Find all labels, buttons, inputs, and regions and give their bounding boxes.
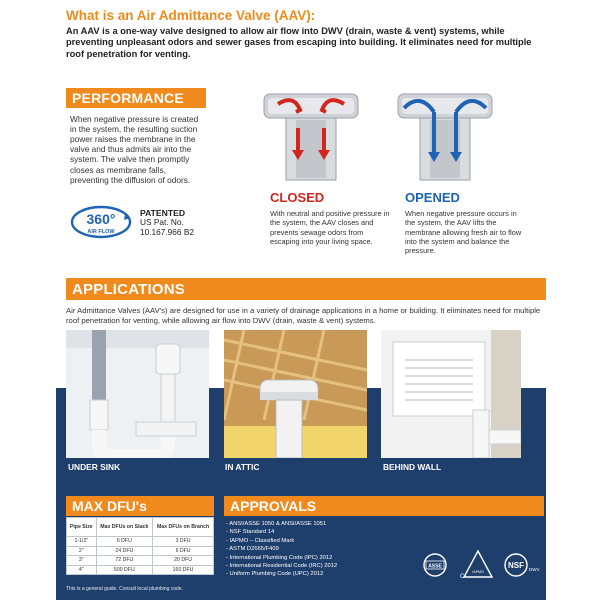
column-header: Max DFUs on Branch — [153, 518, 214, 537]
page-title: What is an Air Admittance Valve (AAV): — [66, 8, 316, 23]
in-attic-photo — [224, 330, 367, 458]
opened-title: OPENED — [405, 190, 460, 205]
svg-text:C: C — [460, 574, 465, 580]
table-cell: 4" — [67, 565, 97, 575]
closed-description: With neutral and positive pressure in the system, the AAV closes and prevents sewage odors from escaping into your living space. — [270, 209, 390, 246]
list-item: - ASTM D2665/F409 — [226, 546, 279, 553]
column-header: Pipe Size — [67, 518, 97, 537]
svg-text:DWV: DWV — [529, 567, 540, 572]
max-dfu-heading: MAX DFU's — [66, 496, 214, 516]
max-dfu-table — [66, 517, 214, 575]
patent-block — [140, 208, 194, 238]
badge-text: AIR FLOW — [87, 229, 115, 235]
table-cell: 20 DFU — [153, 556, 214, 566]
behind-wall-photo — [381, 330, 521, 458]
table-cell: 500 DFU — [96, 565, 153, 575]
list-item: - International Plumbing Code (IPC) 2012 — [226, 554, 333, 561]
table-row — [67, 537, 214, 547]
dfu-note: This is a general guide. Consult local plumbing code. — [66, 586, 184, 592]
approvals-list — [226, 520, 436, 579]
iapmo-logo-icon — [460, 551, 492, 580]
under-sink-photo — [66, 330, 209, 458]
list-item: - IAPMO – Classified Mark — [226, 537, 295, 544]
column-header: Max DFUs on Stack — [96, 518, 153, 537]
patent-heading: PATENTED — [140, 208, 186, 218]
patent-line-2: 10.167.966 B2 — [140, 227, 194, 238]
svg-text:IAPMO: IAPMO — [472, 570, 484, 574]
svg-text:ASSE: ASSE — [428, 563, 442, 570]
table-row — [67, 556, 214, 566]
list-item: - International Residential Code (IRC) 2012 — [226, 562, 338, 569]
table-cell: 3" — [67, 556, 97, 566]
svg-text:NSF: NSF — [508, 561, 524, 570]
photo-label-under-sink: UNDER SINK — [68, 462, 121, 472]
patent-line-1: US Pat. No. — [140, 217, 184, 228]
list-item: - NSF Standard 14 — [226, 529, 275, 536]
table-row — [67, 546, 214, 556]
closed-title: CLOSED — [270, 190, 325, 205]
opened-description: When negative pressure occurs in the system, the AAV lifts the membrane allowing fresh air to flow into the system and balance the pressure. — [405, 209, 522, 256]
list-item: - Uniform Plumbing Code (UPC) 2012 — [226, 571, 324, 578]
applications-text: Air Admittance Valves (AAV's) are designed for use in a variety of drainage applications in a home or building. It eliminates need for multiple roof penetration for venting, while allowing air flow into DWV (drain, waste & vent) systems. — [66, 306, 541, 325]
airflow-360-icon — [70, 204, 132, 240]
table-cell: 72 DFU — [96, 556, 153, 566]
valve-opened-illustration — [390, 90, 500, 182]
nsf-logo-icon — [505, 554, 540, 576]
photo-label-in-attic: IN ATTIC — [225, 462, 260, 472]
intro-text: An AAV is a one-way valve designed to allow air flow into DWV (drain, waste & vent) systems, while preventing unpleasant odors and sewer gases from escaping into building. It eliminates need for multiple roof penetration for venting. — [66, 26, 532, 59]
table-cell: 160 DFU — [153, 565, 214, 575]
table-cell: 6 DFU — [96, 537, 153, 547]
photo-label-behind-wall: BEHIND WALL — [383, 462, 442, 472]
badge-number: 360° — [86, 211, 116, 227]
table-cell: 1-1/2" — [67, 537, 97, 547]
table-cell: 3 DFU — [153, 537, 214, 547]
valve-closed-illustration — [256, 90, 366, 182]
list-item: - ANSI/ASSE 1050 & ANSI/ASSE 1051 — [226, 521, 327, 527]
table-row — [67, 565, 214, 575]
asse-logo-icon — [424, 554, 446, 576]
table-cell: 24 DFU — [96, 546, 153, 556]
approvals-heading: APPROVALS — [224, 496, 544, 516]
table-cell: 6 DFU — [153, 546, 214, 556]
applications-heading: APPLICATIONS — [66, 278, 546, 300]
performance-heading: PERFORMANCE — [66, 88, 206, 108]
performance-text: When negative pressure is created in the system, the resulting suction power raises the membrane in the valve and thus admits air into the system. The valve then promptly closes as membrane falls, preventing the diffusion of odors. — [70, 114, 199, 185]
table-cell: 2" — [67, 546, 97, 556]
certification-logos — [422, 545, 542, 585]
